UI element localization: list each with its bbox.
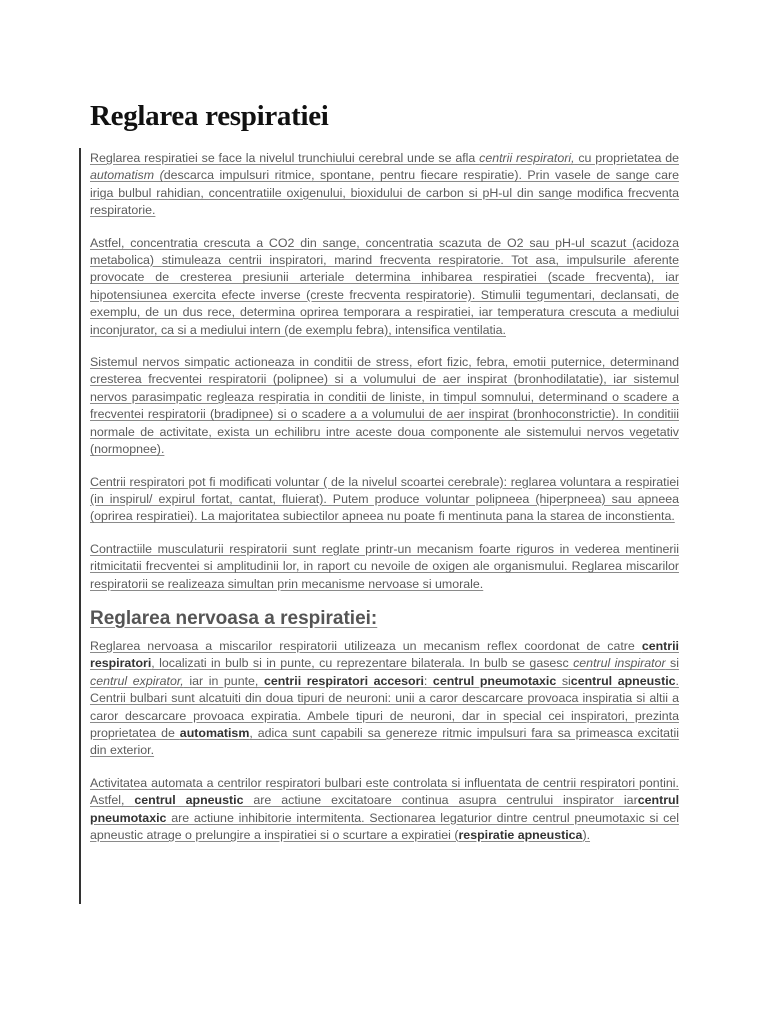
bold-term: centrul pneumotaxic — [432, 673, 557, 688]
revision-bar — [79, 148, 81, 904]
italic-term: centrul expirator, — [90, 673, 184, 688]
paragraph — [90, 474, 679, 526]
text-run: descarca impulsuri ritmice, spontane, pentru fiecare respiratie). Prin vasele de sange care iriga bulbul rahidian, concentratiile oxigenului, bioxidului de carbon si pH-ul din sange modifica frecventa respiratorie. — [90, 168, 680, 218]
text-run: Activitatea automata a centrilor respiratori bulbari este controlata si influentata de centrii respiratori pontini. Astfel, — [90, 775, 679, 808]
text-run: are actiune excitatoare continua asupra centrului inspirator iar — [243, 793, 638, 808]
paragraph — [90, 541, 679, 593]
italic-term: automatism ( — [90, 168, 164, 183]
bold-term: centrul apneustic — [570, 673, 676, 688]
nervous-regulation-section — [90, 638, 679, 844]
text-run: Reglarea respiratiei se face la nivelul trunchiului cerebral unde se afla — [90, 151, 480, 165]
italic-term: centrii respiratori, — [479, 151, 575, 165]
bold-term: respiratie apneustica — [458, 828, 583, 842]
text-run: ). — [582, 828, 591, 842]
bold-term: centrul pneumotaxic — [90, 793, 680, 825]
bold-term: centrul apneustic — [134, 793, 244, 808]
paragraph — [90, 354, 679, 458]
bold-term: centrii respiratori accesori — [263, 673, 424, 688]
paragraph — [90, 775, 679, 845]
paragraph — [90, 638, 679, 760]
text-run: si — [665, 656, 679, 671]
text-run: iar in punte, — [183, 673, 264, 688]
intro-section — [90, 150, 679, 593]
text-run: Sistemul nervos simpatic actioneaza in conditii de stress, efort fizic, febra, emotii puternice, determinand cresterea frecventei respiratorii (polipnee) si a volumului de aer inspirat (bronhodilatatie), iar sistemul nervos parasimpatic regleaza respiratia in conditii de liniste, in timpul somnului, determinand o scadere a frecventei respiratorii (bradipnee) si o scadere a a volumului de aer inspirat (bronhoconstrictie). In conditiii normale de activitate, exista un echilibru intre aceste doua componente ale sistemului nervos vegetativ (normopnee). — [90, 355, 679, 457]
paragraph — [90, 150, 679, 220]
page-title: Reglarea respiratiei — [90, 100, 329, 132]
paragraph — [90, 235, 679, 339]
bold-term: centrii respiratori — [90, 638, 679, 671]
text-run: , localizati in bulb si in punte, cu reprezentare bilaterala. In bulb se gasesc — [151, 656, 574, 671]
text-run: Astfel, concentratia crescuta a CO2 din sange, concentratia scazuta de O2 sau pH-ul scazut (acidoza metabolica) stimuleaza centrii inspiratori, marind frecventa respiratorie. Tot asa, impulsurile aferente provocate de cresterea presiunii arteriale determina inhibarea respiratiei (scade frecventa), iar hipotensiunea exercita efecte inverse (creste frecventa respiratorie). Stimulii tegumentari, declansati, de exemplu, de un dus rece, determina oprirea temporara a respiratiei, iar temperatura crescuta a mediului inconjurator, ca si a mediului intern (de exemplu febra), intensifica ventilatia. — [90, 235, 679, 337]
text-run: are actiune inhibitorie intermitenta. Sectionarea legaturior dintre centrul pneumotaxic si cel apneustic atrage o prelungire a inspiratiei si o scurtare a expiratiei ( — [90, 810, 679, 842]
text-run: si — [556, 673, 571, 688]
text-run: cu proprietatea de — [574, 151, 679, 165]
text-run: : — [423, 673, 433, 688]
document-body — [90, 150, 679, 859]
bold-term: automatism — [179, 725, 250, 740]
text-run: , adica sunt capabili sa genereze ritmic impulsuri fara sa primeasca excitatii din exterior. — [90, 725, 680, 758]
text-run: Contractiile musculaturii respiratorii sunt reglate printr-un mecanism foarte riguros in vederea mentinerii ritmicitatii frecventei si amplitudinii lor, in raport cu nevoile de oxigen ale organismului. Reglarea miscarilor respiratorii se realizeaza simultan prin mecanisme nervoase si umorale. — [90, 541, 679, 591]
text-run: Reglarea nervoasa a miscarilor respiratorii utilizeaza un mecanism reflex coordonat de catre — [90, 638, 642, 653]
text-run: Centrii respiratori pot fi modificati voluntar ( de la nivelul scoartei cerebrale): reglarea voluntara a respiratiei (in inspirul/ expirul fortat, cantat, fluierat). Putem produce voluntar polipneea (hiperpneea) sau apneea (oprirea respiratiei). La majoritatea subiectilor apneea nu poate fi mentinuta pana la starea de inconstienta. — [90, 474, 679, 524]
italic-term: centrul inspirator — [573, 656, 666, 671]
text-run: . Centrii bulbari sunt alcatuiti din doua tipuri de neuroni: unii a caror descarcare provoaca inspiratia si altii a caror descarcare provoaca expiratia. Ambele tipuri de neuroni, dar in special cei inspiratori, prezinta proprietatea de — [90, 673, 679, 740]
section-heading: Reglarea nervoasa a respiratiei: — [90, 607, 378, 629]
